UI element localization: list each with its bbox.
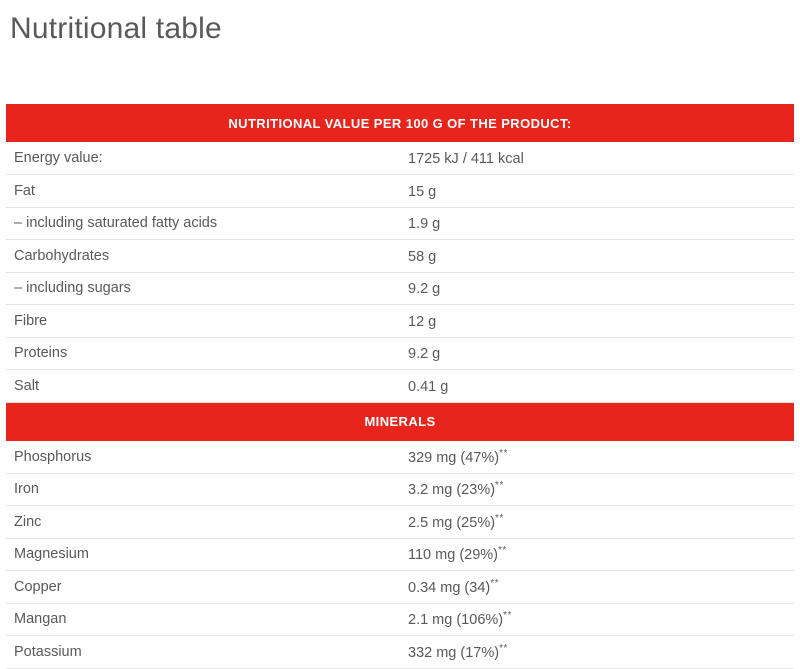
- row-value: [400, 305, 794, 338]
- row-label: Copper: [6, 571, 400, 604]
- row-label: Zinc: [6, 506, 400, 539]
- row-value: [400, 370, 794, 403]
- table-row: [6, 506, 794, 539]
- row-label: Proteins: [6, 337, 400, 370]
- table-row: [6, 603, 794, 636]
- row-value: [400, 473, 794, 506]
- table-row: [6, 240, 794, 273]
- table-row: [6, 272, 794, 305]
- table-row: [6, 441, 794, 474]
- row-value: [400, 240, 794, 273]
- row-value-text: 110 mg (29%): [408, 547, 498, 564]
- table-row: [6, 142, 794, 175]
- row-value: [400, 207, 794, 240]
- row-label: – including saturated fatty acids: [6, 207, 400, 240]
- table-row: [6, 571, 794, 604]
- row-value-note: **: [490, 577, 500, 589]
- row-value-note: **: [503, 610, 512, 622]
- row-value-text: 58 g: [408, 248, 437, 265]
- row-value-text: 9.2 g: [408, 346, 441, 363]
- row-value-text: 12 g: [408, 313, 437, 330]
- table-row: [6, 473, 794, 506]
- row-label: – including sugars: [6, 272, 400, 305]
- table-row: [6, 305, 794, 338]
- row-label: Iron: [6, 473, 400, 506]
- row-value-text: 1725 kJ / 411 kcal: [408, 150, 524, 167]
- row-value-text: 1.9 g: [408, 216, 441, 233]
- table-section-header-minerals: [6, 402, 794, 441]
- row-value: [400, 538, 794, 571]
- table-row: [6, 370, 794, 403]
- row-value-text: 15 g: [408, 183, 437, 200]
- row-value: [400, 337, 794, 370]
- row-value-text: 2.5 mg (25%): [408, 514, 496, 531]
- row-value-text: 9.2 g: [408, 281, 441, 298]
- row-label: Phosphorus: [6, 441, 400, 474]
- row-value-text: 332 mg (17%): [408, 644, 500, 661]
- row-label: Energy value:: [6, 142, 400, 175]
- row-value: [400, 142, 794, 175]
- row-label: Magnesium: [6, 538, 400, 571]
- row-label: Mangan: [6, 603, 400, 636]
- table-row: [6, 636, 794, 669]
- page-title: Nutritional table: [10, 12, 222, 45]
- row-label: Salt: [6, 370, 400, 403]
- section-header-label: MINERALS: [6, 402, 794, 441]
- nutrition-table-body: [6, 104, 794, 668]
- row-value: [400, 571, 794, 604]
- row-label: Carbohydrates: [6, 240, 400, 273]
- row-value-note: **: [499, 642, 508, 654]
- row-value-text: 329 mg (47%): [408, 449, 500, 466]
- row-value: [400, 506, 794, 539]
- nutrition-table: [6, 104, 794, 669]
- row-value: [400, 272, 794, 305]
- row-value-note: **: [499, 447, 508, 459]
- table-row: [6, 538, 794, 571]
- row-value: [400, 636, 794, 669]
- nutrition-table-container: [0, 104, 800, 669]
- row-value-text: 3.2 mg (23%): [408, 482, 496, 499]
- table-row: [6, 337, 794, 370]
- row-label: Potassium: [6, 636, 400, 669]
- row-value-note: **: [495, 480, 504, 492]
- row-value: [400, 603, 794, 636]
- row-value: [400, 175, 794, 208]
- table-row: [6, 207, 794, 240]
- row-label: Fibre: [6, 305, 400, 338]
- row-value-note: **: [495, 512, 504, 524]
- section-header-label: NUTRITIONAL VALUE PER 100 G OF THE PRODUCT:: [6, 104, 794, 142]
- row-value-text: 2.1 mg (106%): [408, 612, 504, 629]
- row-value-text: 0.41 g: [408, 378, 449, 395]
- row-label: Fat: [6, 175, 400, 208]
- row-value-note: **: [498, 545, 507, 557]
- table-section-header: [6, 104, 794, 142]
- row-value-text: 0.34 mg (34): [408, 579, 491, 596]
- row-value: [400, 441, 794, 474]
- table-row: [6, 175, 794, 208]
